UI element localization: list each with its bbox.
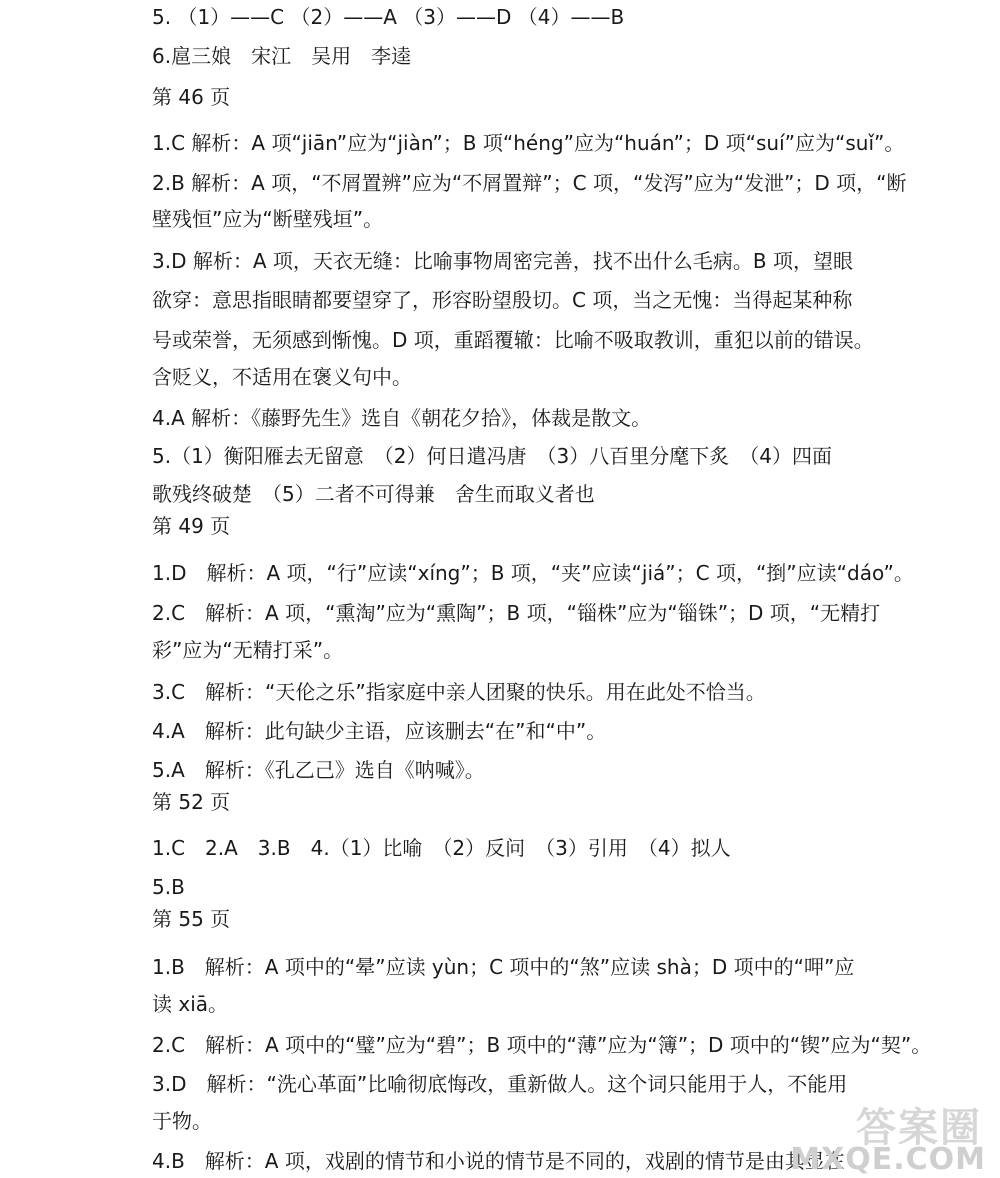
text-line: 壁残恒”应为“断壁残垣”。 bbox=[152, 207, 384, 231]
text-line: 歌残终破楚 （5）二者不可得兼 舍生而取义者也 bbox=[152, 482, 595, 506]
text-line: 5.B bbox=[152, 875, 185, 899]
watermark-site: MXQE.COM bbox=[790, 1142, 986, 1177]
watermark-logo: 答案圈 bbox=[856, 1105, 982, 1151]
text-line: 1.C 解析：A 项“jiān”应为“jiàn”；B 项“héng”应为“huán”；D 项“suí”应为“suǐ”。 bbox=[152, 131, 905, 155]
text-line: 2.C 解析：A 项中的“璧”应为“碧”；B 项中的“薄”应为“簿”；D 项中的“锲”应为“契”。 bbox=[152, 1033, 932, 1057]
text-line: 3.C 解析：“天伦之乐”指家庭中亲人团聚的快乐。用在此处不恰当。 bbox=[152, 680, 766, 704]
page-heading: 第 46 页 bbox=[152, 85, 231, 109]
text-line: 欲穿：意思指眼睛都要望穿了，形容盼望殷切。C 项，当之无愧：当得起某种称 bbox=[152, 288, 853, 312]
text-line: 1.D 解析：A 项，“行”应读“xíng”；B 项，“夹”应读“jiá”；C 项，“捯”应读“dáo”。 bbox=[152, 561, 914, 585]
text-line: 含贬义，不适用在褒义句中。 bbox=[152, 365, 412, 389]
text-line: 4.B 解析：A 项，戏剧的情节和小说的情节是不同的，戏剧的情节是由其显在 bbox=[152, 1149, 845, 1173]
text-line: 读 xiā。 bbox=[152, 992, 229, 1016]
text-line: 3.D 解析：“洗心革面”比喻彻底悔改，重新做人。这个词只能用于人，不能用 bbox=[152, 1072, 848, 1096]
text-line: 6.扈三娘 宋江 吴用 李逵 bbox=[152, 44, 412, 68]
text-line: 号或荣誉，无须感到惭愧。D 项，重蹈覆辙：比喻不吸取教训，重犯以前的错误。 bbox=[152, 328, 874, 352]
text-line: 2.C 解析：A 项，“熏淘”应为“熏陶”；B 项，“锱株”应为“锱铢”；D 项，“无精打 bbox=[152, 601, 881, 625]
page-heading: 第 55 页 bbox=[152, 907, 231, 931]
text-line: 4.A 解析：《藤野先生》选自《朝花夕拾》，体裁是散文。 bbox=[152, 406, 652, 430]
text-line: 5.（1）衡阳雁去无留意 （2）何日遣冯唐 （3）八百里分麾下炙 （4）四面 bbox=[152, 444, 832, 468]
text-line: 3.D 解析：A 项，天衣无缝：比喻事物周密完善，找不出什么毛病。B 项，望眼 bbox=[152, 249, 853, 273]
text-line: 5.A 解析：《孔乙己》选自《呐喊》。 bbox=[152, 758, 485, 782]
text-line: 于物。 bbox=[152, 1109, 212, 1133]
text-line: 1.B 解析：A 项中的“晕”应读 yùn；C 项中的“煞”应读 shà；D 项中的“呷”应 bbox=[152, 955, 855, 979]
text-line: 2.B 解析：A 项，“不屑置辨”应为“不屑置辩”；C 项，“发泻”应为“发泄”；D 项，“断 bbox=[152, 171, 907, 195]
page-heading: 第 52 页 bbox=[152, 790, 231, 814]
text-line: 1.C 2.A 3.B 4.（1）比喻 （2）反问 （3）引用 （4）拟人 bbox=[152, 836, 731, 860]
page-heading: 第 49 页 bbox=[152, 514, 231, 538]
text-line: 彩”应为“无精打采”。 bbox=[152, 638, 344, 662]
text-line: 5. （1）——C （2）——A （3）——D （4）——B bbox=[152, 5, 625, 29]
text-line: 4.A 解析：此句缺少主语，应该删去“在”和“中”。 bbox=[152, 719, 607, 743]
